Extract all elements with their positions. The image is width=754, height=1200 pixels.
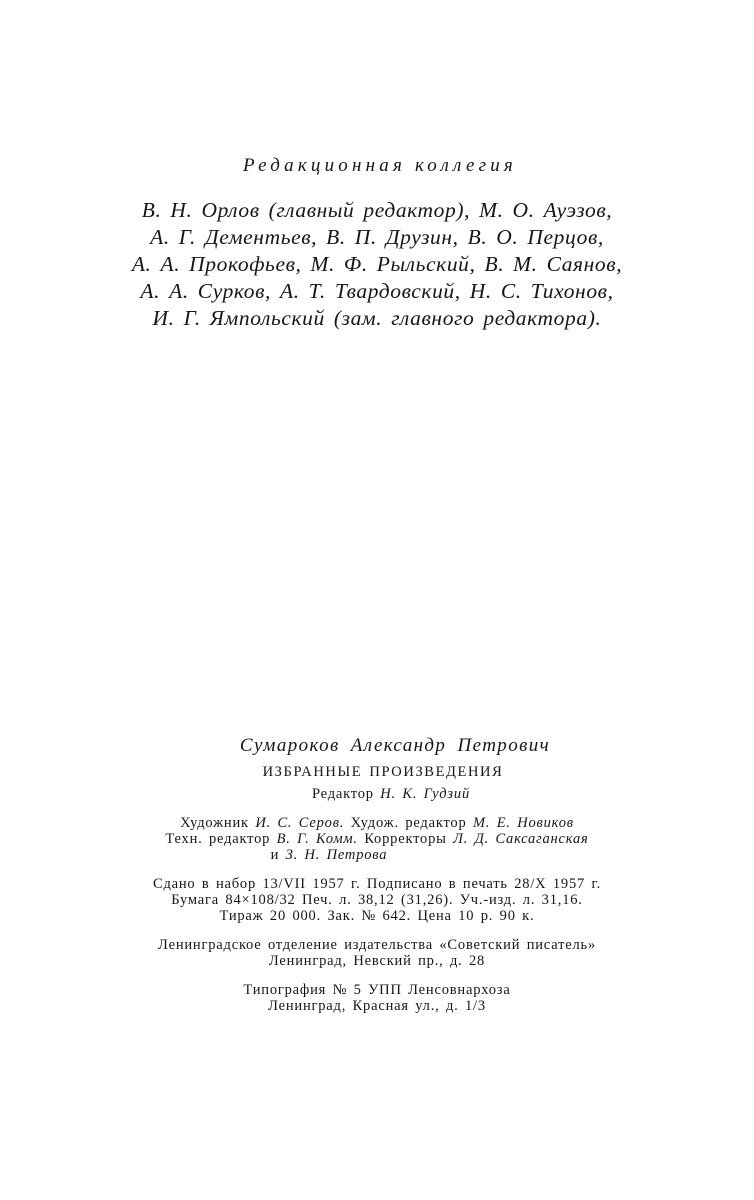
- board-line: В. Н. Орлов (главный редактор), М. О. Ауэзов,: [141, 198, 613, 222]
- and-word: и: [270, 847, 280, 863]
- board-line: А. Г. Дементьев, В. П. Друзин, В. О. Перцов,: [150, 225, 604, 249]
- editorial-board-members: [0, 197, 754, 332]
- colophon: [0, 734, 754, 1014]
- print-run: Тираж 20 000. Зак. № 642. Цена 10 р. 90 к.: [219, 908, 535, 924]
- printer-block: [0, 982, 754, 1014]
- art-editor-label: Худож. редактор: [350, 815, 467, 831]
- editor-label: Редактор: [312, 786, 374, 802]
- editor-name: Н. К. Гудзий: [380, 786, 470, 802]
- paper-format: Бумага 84×108/32 Печ. л. 38,12 (31,26). Уч.-изд. л. 31,16.: [171, 892, 583, 908]
- artist-name: И. С. Серов.: [255, 815, 345, 831]
- artist-line: [0, 815, 754, 831]
- proofreader-line: [0, 847, 754, 863]
- board-line: А. А. Сурков, А. Т. Твардовский, Н. С. Тихонов,: [140, 279, 614, 303]
- proofreader-2: З. Н. Петрова: [285, 847, 388, 863]
- art-editor-name: М. Е. Новиков: [472, 815, 574, 831]
- author-name: Сумароков Александр Петрович: [239, 735, 551, 756]
- credits-block: [0, 815, 754, 863]
- artist-label: Художник: [180, 815, 249, 831]
- tech-editor-line: [0, 831, 754, 847]
- print-dates: Сдано в набор 13/VII 1957 г. Подписано в печать 28/X 1957 г.: [152, 876, 602, 892]
- tech-editor-label: Техн. редактор: [165, 831, 271, 847]
- proofreader-1: Л. Д. Саксаганская: [453, 831, 589, 847]
- proofreaders-label: Корректоры: [364, 831, 447, 847]
- editorial-board-heading: Редакционная коллегия: [243, 155, 517, 176]
- publisher-address: Ленинград, Невский пр., д. 28: [268, 953, 486, 969]
- editor-line: [0, 786, 754, 802]
- publisher-name: Ленинградское отделение издательства «Советский писатель»: [158, 937, 596, 953]
- print-info-block: [0, 876, 754, 924]
- publisher-block: [0, 937, 754, 969]
- tech-editor-name: В. Г. Комм.: [276, 831, 358, 847]
- printer-address: Ленинград, Красная ул., д. 1/3: [268, 998, 486, 1014]
- board-line: А. А. Прокофьев, М. Ф. Рыльский, В. М. Саянов,: [131, 252, 623, 276]
- board-line: И. Г. Ямпольский (зам. главного редактора).: [152, 306, 602, 330]
- printer-name: Типография № 5 УПП Ленсовнархоза: [243, 982, 511, 998]
- book-title: ИЗБРАННЫЕ ПРОИЗВЕДЕНИЯ: [262, 764, 504, 780]
